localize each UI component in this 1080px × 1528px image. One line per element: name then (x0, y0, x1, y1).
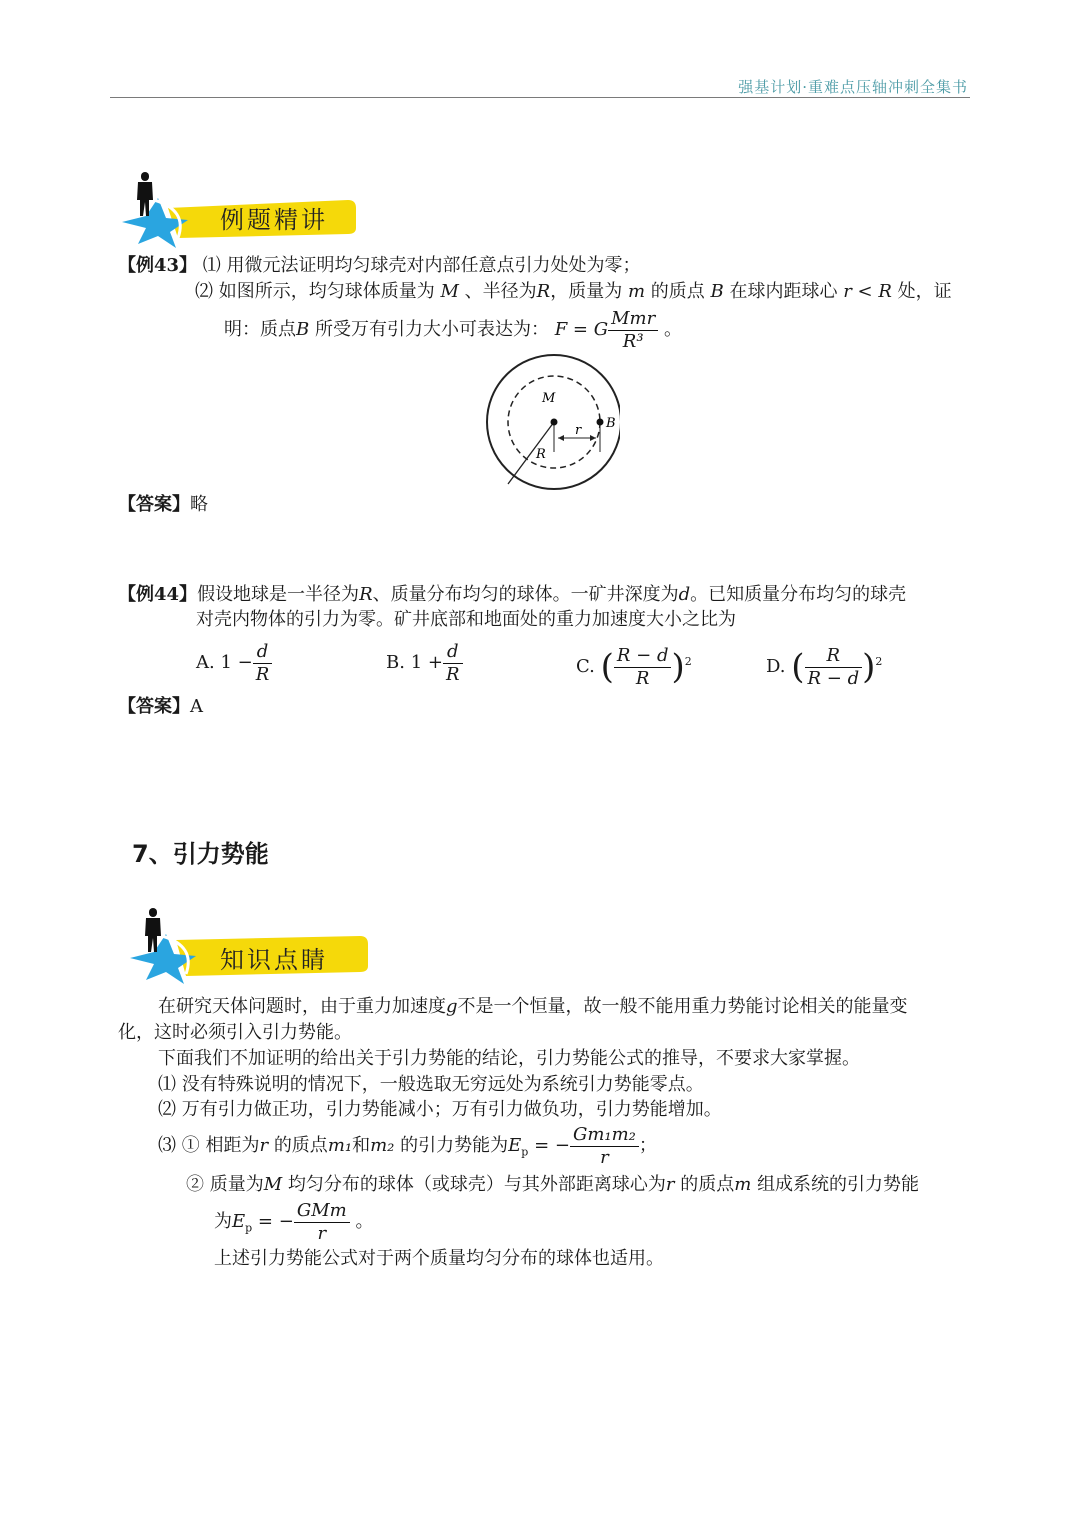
var-B: B (710, 281, 724, 302)
knowledge-item2 (158, 1097, 722, 1123)
option-c-exponent: 2 (684, 655, 692, 668)
ex44-tag: 【例44】 (118, 584, 198, 605)
ex44-q1-b: 、质量分布均匀的球体。一矿井深度为 (372, 584, 679, 605)
ex43-p2-d: 的质点 (650, 281, 705, 302)
ineq-r-R: r < R (843, 281, 892, 302)
ex43-answer (118, 492, 208, 518)
item3-a: 相距为 (205, 1135, 260, 1156)
var-M: M (440, 281, 459, 302)
var-E: E (508, 1135, 522, 1156)
ex43-p2-b: 、半径为 (464, 281, 537, 302)
item4-a: 质量为 (209, 1174, 264, 1195)
item4-c: 的质点 (680, 1174, 735, 1195)
ex43-tag: 【例43】 (118, 255, 198, 276)
knowledge-item1 (158, 1072, 704, 1098)
item4-e: 为 (214, 1211, 232, 1232)
knowledge-badge (126, 906, 376, 986)
var-m: m (734, 1174, 752, 1195)
var-m1: m₁ (327, 1135, 353, 1156)
item4-b: 均匀分布的球体（或球壳）与其外部距离球心为 (287, 1174, 666, 1195)
answer-value: 略 (190, 494, 208, 515)
ex43-p2-c: ，质量为 (550, 281, 623, 302)
ex43-p2-a: 如图所示，均匀球体质量为 (218, 281, 435, 302)
sub-p: p (245, 1221, 253, 1235)
option-b[interactable] (386, 640, 463, 686)
option-a-den: R (255, 663, 270, 685)
item3-d: 的引力势能为 (400, 1135, 509, 1156)
sphere-diagram (480, 352, 620, 492)
var-E: E (232, 1211, 246, 1232)
section-title: 7、引力势能 (132, 840, 269, 868)
option-a-fraction (253, 641, 273, 686)
knowledge-p1 (158, 994, 908, 1020)
var-B: B (296, 319, 310, 340)
option-c-label: C. (576, 656, 595, 677)
var-R: R (359, 584, 373, 605)
label-M: M (542, 391, 556, 406)
option-b-num: d (443, 641, 463, 664)
knowledge-item3 (158, 1122, 657, 1177)
header-title: 强基计划·重难点压轴冲刺全集书 (738, 78, 968, 96)
answer-tag: 【答案】 (118, 494, 190, 515)
item1-text: 没有特殊说明的情况下，一般选取无穷远处为系统引力势能零点。 (181, 1074, 704, 1095)
knowledge-p2: 下面我们不加证明的给出关于引力势能的结论，引力势能公式的推导，不要求大家掌握。 (158, 1048, 860, 1069)
eq1-num: Gm₁m₂ (570, 1124, 639, 1147)
ex43-part2 (195, 279, 952, 305)
sphere-figure (480, 352, 620, 492)
option-b-label: B. (386, 652, 405, 673)
formula-numerator: Mmr (608, 308, 658, 331)
circled-2: ② (186, 1174, 204, 1195)
item4-d: 组成系统的引力势能 (757, 1174, 920, 1195)
left-paren: ( (791, 647, 805, 687)
option-b-den: R (445, 663, 460, 685)
option-b-fraction (443, 641, 463, 686)
var-r: r (665, 1174, 675, 1195)
knowledge-item4 (186, 1172, 919, 1198)
option-d-fraction (805, 645, 863, 690)
ex43-p1-text: 用微元法证明均匀球壳对内部任意点引力处处为零； (226, 255, 641, 276)
ex43-p1-num: ⑴ (202, 255, 221, 276)
item3-c: 和 (352, 1135, 371, 1156)
var-R: R (536, 281, 551, 302)
right-paren: ) (862, 647, 876, 687)
var-m2: m₂ (370, 1135, 395, 1156)
period: 。 (355, 1211, 374, 1232)
item2-num: ⑵ (158, 1099, 176, 1120)
answer-value: A (190, 696, 203, 717)
ex44-q1-c: 。已知质量分布均匀的球壳 (690, 584, 907, 605)
eq2-den: r (317, 1222, 327, 1244)
formula-denominator: R³ (622, 330, 644, 352)
example-badge-label: 例题精讲 (220, 206, 328, 234)
ex44-answer (118, 694, 203, 720)
option-c[interactable] (576, 636, 692, 693)
circled-1: ① (181, 1135, 200, 1156)
radius-line-R (508, 422, 554, 484)
eq1-den: r (600, 1146, 609, 1168)
option-c-fraction (614, 645, 672, 690)
ex43-part2-line2 (224, 306, 682, 354)
var-g: g (446, 996, 458, 1017)
item1-num: ⑴ (158, 1074, 176, 1095)
ex43-p2-f: 处，证 (897, 281, 952, 302)
option-d-num: R (805, 645, 863, 668)
label-B: B (606, 416, 616, 431)
example-badge (118, 170, 368, 250)
var-d: d (678, 584, 691, 605)
eq2-num: GMm (294, 1200, 350, 1223)
eq2-fraction (294, 1200, 350, 1245)
point-B (597, 419, 604, 426)
option-c-den: R (635, 667, 650, 689)
knowledge-p1-cont: 化，这时必须引入引力势能。 (118, 1022, 352, 1043)
ex43-line2-b: 所受万有引力大小可表达为： (314, 319, 549, 340)
item3-b: 的质点 (273, 1135, 328, 1156)
period: 。 (663, 319, 682, 340)
ex43-p2-num: ⑵ (195, 281, 213, 302)
item3-num: ⑶ (158, 1135, 176, 1156)
option-a-num: d (253, 641, 273, 664)
eq1-fraction (570, 1124, 639, 1169)
var-r: r (259, 1135, 269, 1156)
ex44-line1 (118, 582, 906, 608)
option-a-label: A. (196, 652, 215, 673)
label-R: R (536, 447, 546, 462)
knowledge-badge-label: 知识点睛 (220, 946, 328, 974)
var-M: M (263, 1174, 283, 1195)
option-c-num: R − d (614, 645, 672, 668)
semicolon: ； (638, 1135, 657, 1156)
option-a-pre: 1 − (220, 652, 253, 673)
ex43-p2-e: 在球内距球心 (729, 281, 838, 302)
label-r: r (575, 423, 582, 438)
ex44-q1-a: 假设地球是一半径为 (197, 584, 360, 605)
option-d-den: R − d (807, 667, 860, 689)
item2-text: 万有引力做正功，引力势能减小；万有引力做负功，引力势能增加。 (181, 1099, 722, 1120)
knowledge-p1-b: 不是一个恒量，故一般不能用重力势能讨论相关的能量变 (457, 996, 908, 1017)
ex44-line2: 对壳内物体的引力为零。矿井底部和地面处的重力加速度大小之比为 (196, 609, 736, 630)
ex43-part1 (118, 253, 641, 279)
option-d[interactable] (766, 636, 882, 693)
header-divider (110, 97, 970, 98)
option-d-exponent: 2 (875, 655, 883, 668)
left-paren: ( (600, 647, 614, 687)
option-b-pre: 1 + (410, 652, 443, 673)
sub-p: p (521, 1145, 529, 1159)
knowledge-p1-a: 在研究天体问题时，由于重力加速度 (158, 996, 446, 1017)
option-a[interactable] (196, 640, 272, 686)
eq2-pre: = − (257, 1211, 294, 1232)
ex43-line2-a: 明：质点 (224, 319, 296, 340)
right-paren: ) (671, 647, 685, 687)
knowledge-item4-cont (214, 1198, 373, 1253)
answer-tag: 【答案】 (118, 696, 190, 717)
center-point (551, 419, 558, 426)
formula-lhs: F = G (554, 319, 609, 340)
eq1-pre: = − (534, 1135, 570, 1156)
knowledge-last: 上述引力势能公式对于两个质量均匀分布的球体也适用。 (214, 1248, 664, 1269)
formula-fraction (608, 308, 658, 353)
var-m: m (627, 281, 646, 302)
option-d-label: D. (766, 656, 786, 677)
